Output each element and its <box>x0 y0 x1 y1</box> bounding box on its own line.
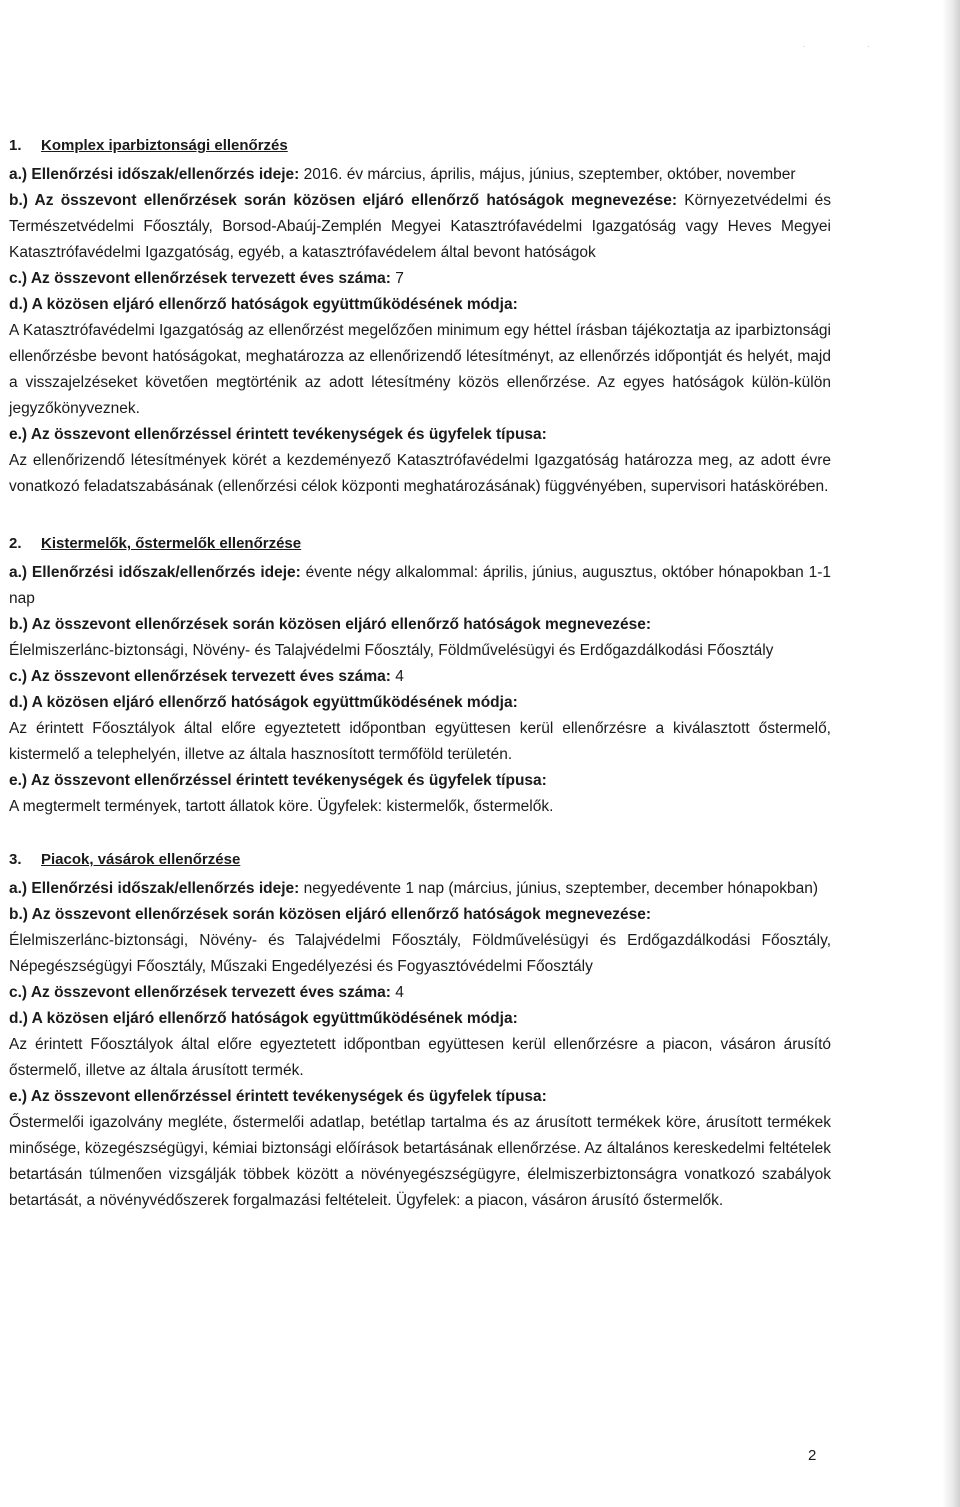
item-d-text: Az érintett Főosztályok által előre egyeztetett időpontban együttesen kerül ellenőrzésre a kiválasztott őstermelő, kistermelő a telephelyén, illetve az általa hasznosított termőföld területén. <box>9 720 831 763</box>
item-b-label-line <box>9 612 831 638</box>
section-1 <box>9 136 831 500</box>
item-a-label: a.) Ellenőrzési időszak/ellenőrzés ideje: <box>9 564 301 581</box>
item-c-text: 7 <box>390 270 404 287</box>
item-c-text: 4 <box>390 668 404 685</box>
item-d-label-line <box>9 1006 831 1032</box>
item-d-label: d.) A közösen eljáró ellenőrző hatóságok együttműködésének módja: <box>9 694 518 711</box>
item-a <box>9 876 831 902</box>
item-b-label-line <box>9 902 831 928</box>
item-c-label: c.) Az összevont ellenőrzések tervezett éves száma: <box>9 984 391 1001</box>
item-e-label: e.) Az összevont ellenőrzéssel érintett tevékenységek és ügyfelek típusa: <box>9 1088 547 1105</box>
item-e-label-line <box>9 422 831 448</box>
section-title: Piacok, vásárok ellenőrzése <box>41 851 241 868</box>
item-d-label-line <box>9 292 831 318</box>
section-title: Kistermelők, őstermelők ellenőrzése <box>41 535 302 552</box>
item-a-text: 2016. év március, április, május, június, szeptember, október, november <box>299 166 796 183</box>
section-number: 2. <box>9 535 22 552</box>
item-d-text: Az érintett Főosztályok által előre egyeztetett időpontban együttesen kerül ellenőrzésre a piacon, vásáron árusító őstermelő, illetve az általa árusított termék. <box>9 1036 831 1079</box>
item-d-text: A Katasztrófavédelmi Igazgatóság az ellenőrzést megelőzően minimum egy héttel írásban tájékoztatja az iparbiztonsági ellenőrzésbe bevont hatóságokat, meghatározza az ellenőrizendő létesítményt, az ellenőrzés időpontját és helyét, majd a visszajelzéseket követően megtörténik az adott létesítmény közös ellenőrzése. Az egyes hatóságok külön-külön jegyzőkönyveznek. <box>9 322 831 417</box>
item-a <box>9 162 831 188</box>
item-b-text: Élelmiszerlánc-biztonsági, Növény- és Talajvédelmi Főosztály, Földművelésügyi és Erdőgazdálkodási Főosztály <box>9 642 774 659</box>
section-3 <box>9 850 831 1214</box>
item-c <box>9 980 831 1006</box>
item-e-label: e.) Az összevont ellenőrzéssel érintett tevékenységek és ügyfelek típusa: <box>9 426 547 443</box>
section-1-heading <box>9 136 831 156</box>
item-a-label: a.) Ellenőrzési időszak/ellenőrzés ideje: <box>9 880 300 897</box>
item-b <box>9 188 831 266</box>
item-e-label-line <box>9 768 831 794</box>
section-title: Komplex iparbiztonsági ellenőrzés <box>41 137 288 154</box>
section-number: 1. <box>9 137 22 154</box>
item-e-text: A megtermelt termények, tartott állatok köre. Ügyfelek: kistermelők, őstermelők. <box>9 798 554 815</box>
section-3-heading <box>9 850 831 870</box>
item-e-label-line <box>9 1084 831 1110</box>
item-b-text: Élelmiszerlánc-biztonsági, Növény- és Talajvédelmi Főosztály, Földművelésügyi és Erdőgazdálkodási Főosztály, Népegészségügyi Főosztály, Műszaki Engedélyezési és Fogyasztóvédelmi Főosztály <box>9 932 831 975</box>
item-a-text: negyedévente 1 nap (március, június, szeptember, december hónapokban) <box>299 880 819 897</box>
item-b-label: b.) Az összevont ellenőrzések során közösen eljáró ellenőrző hatóságok megnevezése: <box>9 616 652 633</box>
item-c-text: 4 <box>390 984 404 1001</box>
item-a-text: évente négy alkalommal: április, június, augusztus, október hónapokban 1-1 nap <box>9 564 831 607</box>
item-e-text: Az ellenőrizendő létesítmények körét a kezdeményező Katasztrófavédelmi Igazgatóság határozza meg, az adott évre vonatkozó feladatszabásának (ellenőrzési célok központi meghatározásának) függvényében, supervisori hatáskörében. <box>9 452 831 495</box>
item-c <box>9 664 831 690</box>
scan-page-edge <box>942 0 960 1507</box>
item-d-label-line <box>9 690 831 716</box>
section-2-heading <box>9 534 831 554</box>
item-d-label: d.) A közösen eljáró ellenőrző hatóságok együttműködésének módja: <box>9 1010 518 1027</box>
item-b-text: Környezetvédelmi és Természetvédelmi Főosztály, Borsod-Abaúj-Zemplén Megyei Katasztrófavédelmi Igazgatóság vagy Heves Megyei Katasztrófavédelmi Igazgatóság, egyéb, a katasztrófavédelem által bevont hatóságok <box>9 192 831 261</box>
item-c-label: c.) Az összevont ellenőrzések tervezett éves száma: <box>9 270 391 287</box>
document-body <box>9 136 831 1214</box>
item-c-label: c.) Az összevont ellenőrzések tervezett éves száma: <box>9 668 391 685</box>
item-d-label: d.) A közösen eljáró ellenőrző hatóságok együttműködésének módja: <box>9 296 518 313</box>
scan-specks: · · <box>802 42 900 51</box>
item-e-label: e.) Az összevont ellenőrzéssel érintett tevékenységek és ügyfelek típusa: <box>9 772 547 789</box>
item-a <box>9 560 831 612</box>
item-a-label: a.) Ellenőrzési időszak/ellenőrzés ideje: <box>9 166 300 183</box>
item-c <box>9 266 831 292</box>
section-2 <box>9 534 831 820</box>
section-number: 3. <box>9 851 22 868</box>
item-b-label: b.) Az összevont ellenőrzések során közösen eljáró ellenőrző hatóságok megnevezése: <box>9 192 678 209</box>
item-b-label: b.) Az összevont ellenőrzések során közösen eljáró ellenőrző hatóságok megnevezése: <box>9 906 652 923</box>
item-e-text: Őstermelői igazolvány megléte, őstermelői adatlap, betétlap tartalma és az árusított termékek köre, árusított termékek minősége, közegészségügyi, kémiai biztonsági előírások betartásának ellenőrzése. Az általános kereskedelmi feltételek betartásán túlmenően vizsgálják többek között a növényegészségügyre, élelmiszerbiztonságra vonatkozó szabályok betartását, a növényvédőszerek forgalmazási feltételeit. Ügyfelek: a piacon, vásáron árusító őstermelők. <box>9 1114 831 1209</box>
page-number: 2 <box>808 1447 817 1464</box>
